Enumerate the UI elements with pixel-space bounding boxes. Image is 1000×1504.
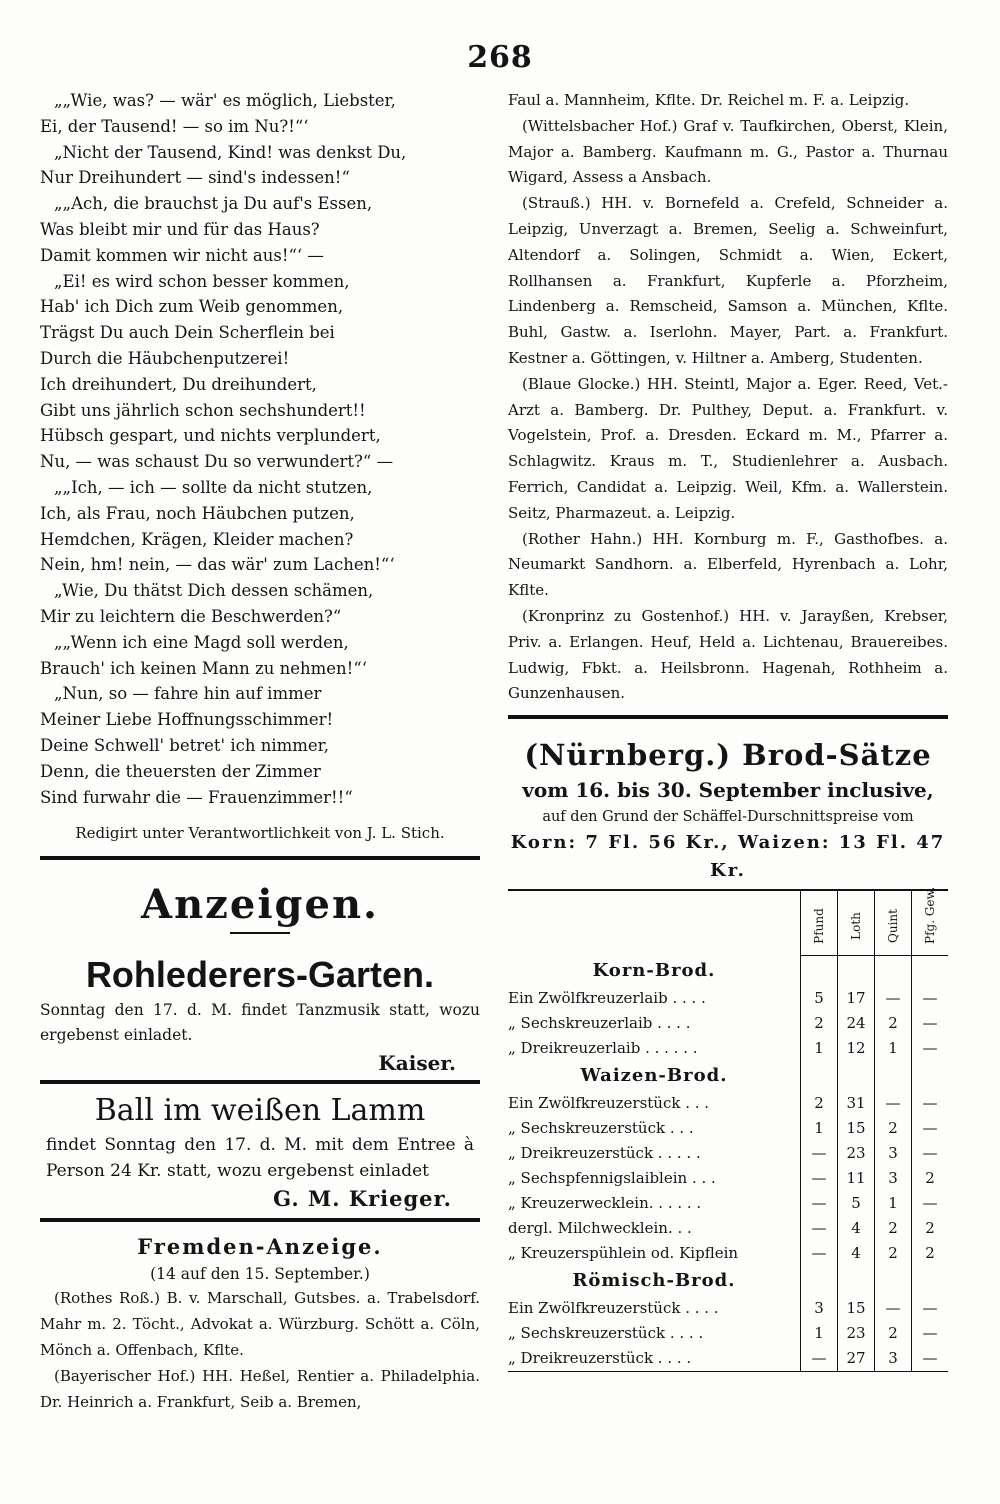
poem-line: „„Ich, — ich — sollte da nicht stutzen, (54, 477, 373, 497)
weight-cell: 24 (838, 1011, 875, 1036)
bread-item: Ein Zwölfkreuzerstück . . . (508, 1093, 710, 1112)
fremden-paragraph: (Rothes Roß.) B. v. Marschall, Gutsbes. a. Trabelsdorf. Mahr m. 2. Töcht., Advokat a. Würzburg. Schött a. Cöln, Mönch a. Offenbach, Kflte. (40, 1289, 480, 1359)
empty-cell (838, 1061, 875, 1091)
empty-cell (875, 1266, 912, 1296)
ad-signature: Kaiser. (378, 1051, 456, 1076)
empty-cell (838, 1266, 875, 1296)
poem-line: Hemdchen, Krägen, Kleider machen? (40, 529, 354, 549)
poem-line: Ich dreihundert, Du dreihundert, (40, 374, 317, 394)
ad-divider (40, 1218, 480, 1222)
poem-line: Durch die Häubchenputzerei! (40, 348, 290, 368)
bread-item: dergl. Milchwecklein. . . (508, 1218, 692, 1237)
bread-item: Ein Zwölfkreuzerstück . . . . (508, 1298, 719, 1317)
column-header: Pfg. Gew. (912, 890, 949, 956)
poem-line: „Nicht der Tausend, Kind! was denkst Du, (54, 142, 407, 162)
empty-cell (838, 956, 875, 986)
poem-line: Hübsch gespart, und nichts verplundert, (40, 426, 381, 446)
weight-cell: 2 (912, 1166, 949, 1191)
section-rule (40, 856, 480, 860)
category-row (508, 956, 948, 986)
page-number: 268 (467, 40, 533, 75)
table-row (508, 1321, 948, 1346)
fremden-title: Fremden-Anzeige. (137, 1234, 383, 1260)
guest-paragraph: (Blaue Glocke.) HH. Steintl, Major a. Eger. Reed, Vet.-Arzt a. Bamberg. Dr. Pulthey, Deput. a. Frankfurt. v. Vogelstein, Prof. a. Dresden. Eckard m. M., Pfarrer a. Schlagwitz. Kraus m. T., Studienlehrer a. Ausbach. Ferrich, Candidat a. Leipzig. Weil, Kfm. a. Wallerstein. Seitz, Pharmazeut. a. Leipzig. (508, 374, 948, 522)
bread-item: „ Kreuzerspühlein od. Kipflein (508, 1243, 739, 1262)
weight-cell: — (875, 986, 912, 1011)
weight-cell: 27 (838, 1346, 875, 1372)
weight-cell: 15 (838, 1116, 875, 1141)
weight-cell: 2 (912, 1216, 949, 1241)
bread-item: „ Kreuzerwecklein. . . . . . (508, 1193, 702, 1212)
empty-cell (912, 1266, 949, 1296)
weight-cell: 3 (875, 1346, 912, 1372)
brod-table (508, 886, 948, 1372)
weight-cell: 2 (912, 1241, 949, 1266)
table-row (508, 1091, 948, 1116)
poem-line: Was bleibt mir und für das Haus? (40, 219, 320, 239)
bread-item: Ein Zwölfkreuzerlaib . . . . (508, 988, 706, 1007)
fremden-subtitle: (14 auf den 15. September.) (150, 1265, 370, 1284)
weight-cell: 1 (875, 1036, 912, 1061)
empty-cell (801, 956, 838, 986)
weight-cell: 3 (875, 1141, 912, 1166)
editor-credit: Redigirt unter Verantwortlichkeit von J. L. Stich. (75, 824, 445, 843)
empty-cell (875, 1061, 912, 1091)
empty-cell (875, 956, 912, 986)
bread-item: „ Sechskreuzerstück . . . . (508, 1323, 704, 1342)
weight-cell: — (875, 1091, 912, 1116)
poem-line: Gibt uns jährlich schon sechshundert!! (40, 400, 366, 420)
weight-cell: — (801, 1216, 838, 1241)
table-header-blank (508, 890, 801, 956)
ad-divider (40, 1080, 480, 1084)
table-row (508, 1036, 948, 1061)
empty-cell (912, 1061, 949, 1091)
weight-cell: — (912, 1036, 949, 1061)
weight-cell: 3 (875, 1166, 912, 1191)
weight-cell: 2 (875, 1321, 912, 1346)
weight-cell: 15 (838, 1296, 875, 1321)
column-header: Quint (875, 890, 912, 956)
brod-table-body (508, 956, 948, 1372)
weight-cell: 23 (838, 1141, 875, 1166)
brod-subtitle: vom 16. bis 30. September inclusive, (522, 778, 934, 803)
right-column (508, 88, 948, 1372)
column-header: Loth (838, 890, 875, 956)
weight-cell: 2 (875, 1116, 912, 1141)
poem-line: „Wie, Du thätst Dich dessen schämen, (54, 581, 374, 601)
poem (40, 88, 480, 810)
fremden-paragraph: (Bayerischer Hof.) HH. Heßel, Rentier a. Philadelphia. Dr. Heinrich a. Frankfurt, Seib a. Bremen, (40, 1366, 480, 1411)
ad-title: Ball im weißen Lamm (94, 1093, 426, 1129)
weight-cell: 17 (838, 986, 875, 1011)
poem-line: Damit kommen wir nicht aus!“‘ — (40, 245, 324, 265)
weight-cell: 2 (875, 1011, 912, 1036)
column-header: Pfund (801, 890, 838, 956)
short-rule (230, 932, 290, 934)
weight-cell: — (801, 1191, 838, 1216)
poem-line: Mir zu leichtern die Beschwerden?“ (40, 606, 342, 626)
table-row (508, 1191, 948, 1216)
fremden-anzeige (40, 1232, 480, 1415)
weight-cell: — (912, 1191, 949, 1216)
ad-text: Sonntag den 17. d. M. findet Tanzmusik statt, wozu ergebenst einladet. (40, 1001, 480, 1045)
section-rule (508, 715, 948, 719)
poem-line: Trägst Du auch Dein Scherflein bei (40, 323, 335, 343)
ad-signature: G. M. Krieger. (273, 1186, 452, 1212)
weight-cell: — (801, 1141, 838, 1166)
weight-cell: 11 (838, 1166, 875, 1191)
guest-paragraph: (Rother Hahn.) HH. Kornburg m. F., Gasthofbes. a. Neumarkt Sandhorn. a. Elberfeld, Hyrenbach a. Lohr, Kflte. (508, 529, 948, 600)
brod-basis: auf den Grund der Schäffel-Durschnittspreise vom (542, 809, 914, 826)
guest-paragraph: (Kronprinz zu Gostenhof.) HH. v. Jarayßen, Krebser, Priv. a. Erlangen. Heuf, Held a. Lichtenau, Brauereibes. Ludwig, Fbkt. a. Heilsbronn. Hagenah, Rothheim a. Gunzenhausen. (508, 606, 948, 703)
bread-item: „ Sechskreuzerstück . . . (508, 1118, 694, 1137)
poem-line: „„Wie, was? — wär' es möglich, Liebster, (54, 91, 396, 110)
weight-cell: — (912, 1346, 949, 1372)
ad-ball-im-weissen-lamm (40, 1090, 480, 1214)
category-name: Waizen-Brod. (580, 1065, 728, 1087)
guest-paragraph: (Wittelsbacher Hof.) Graf v. Taufkirchen, Oberst, Klein, Major a. Bamberg. Kaufmann m. G., Pastor a. Thurnau Wigard, Assess a Ansbach. (508, 116, 948, 187)
table-row (508, 1116, 948, 1141)
weight-cell: 1 (875, 1191, 912, 1216)
weight-cell: — (875, 1296, 912, 1321)
poem-line: Nein, hm! nein, — das wär' zum Lachen!“‘ (40, 555, 395, 575)
weight-cell: — (912, 986, 949, 1011)
weight-cell: 2 (801, 1091, 838, 1116)
weight-cell: — (912, 1116, 949, 1141)
weight-cell: — (801, 1346, 838, 1372)
left-column (40, 88, 480, 1415)
table-row (508, 1241, 948, 1266)
weight-cell: 23 (838, 1321, 875, 1346)
ad-text: findet Sonntag den 17. d. M. mit dem Entree à Person 24 Kr. statt, wozu ergebenst einladet (46, 1135, 474, 1182)
poem-line: Ei, der Tausend! — so im Nu?!“‘ (40, 116, 309, 136)
bread-item: „ Dreikreuzerstück . . . . . (508, 1143, 701, 1162)
bread-item: „ Sechspfennigslaiblein . . . (508, 1168, 716, 1187)
weight-cell: 4 (838, 1216, 875, 1241)
weight-cell: 2 (801, 1011, 838, 1036)
weight-cell: — (912, 1321, 949, 1346)
table-row (508, 986, 948, 1011)
ad-rohlederers-garten (40, 952, 480, 1078)
weight-cell: 1 (801, 1116, 838, 1141)
guest-paragraph: (Strauß.) HH. v. Bornefeld a. Crefeld, Schneider a. Leipzig, Unverzagt a. Bremen, Seelig a. Schweinfurt, Altendorf a. Solingen, Schmidt a. Wien, Eckert, Rollhansen a. Frankfurt, Kupferle a. Pforzheim, Lindenberg a. Remscheid, Samson a. München, Kflte. Buhl, Gastw. a. Iserlohn. Mayer, Part. a. Frankfurt. Kestner a. Göttingen, v. Hiltner a. Amberg, Studenten. (508, 194, 948, 367)
table-row (508, 1296, 948, 1321)
poem-line: „Ei! es wird schon besser kommen, (54, 271, 350, 291)
weight-cell: 4 (838, 1241, 875, 1266)
weight-cell: — (912, 1141, 949, 1166)
anzeigen-heading: Anzeigen. (141, 881, 379, 929)
weight-cell: 12 (838, 1036, 875, 1061)
poem-line: Hab' ich Dich zum Weib genommen, (40, 297, 344, 317)
poem-line: Nu, — was schaust Du so verwundert?“ — (40, 452, 394, 472)
weight-cell: — (912, 1011, 949, 1036)
poem-line: Brauch' ich keinen Mann zu nehmen!“‘ (40, 658, 367, 678)
weight-cell: — (801, 1166, 838, 1191)
weight-cell: 31 (838, 1091, 875, 1116)
weight-cell: 2 (875, 1241, 912, 1266)
brod-title: (Nürnberg.) Brod-Sätze (524, 738, 932, 773)
poem-line: Deine Schwell' betret' ich nimmer, (40, 735, 329, 755)
table-row (508, 1011, 948, 1036)
poem-line: Ich, als Frau, noch Häubchen putzen, (40, 503, 355, 523)
weight-cell: 1 (801, 1321, 838, 1346)
weight-cell: — (801, 1241, 838, 1266)
empty-cell (801, 1266, 838, 1296)
weight-cell: 1 (801, 1036, 838, 1061)
category-name: Korn-Brod. (592, 960, 716, 982)
weight-cell: — (912, 1296, 949, 1321)
poem-line: „„Wenn ich eine Magd soll werden, (54, 632, 349, 652)
guest-paragraph: Faul a. Mannheim, Kflte. Dr. Reichel m. F. a. Leipzig. (508, 91, 910, 109)
weight-cell: 2 (875, 1216, 912, 1241)
poem-line: „Nun, so — fahre hin auf immer (54, 684, 322, 704)
poem-line: Denn, die theuersten der Zimmer (40, 761, 321, 781)
category-row (508, 1266, 948, 1296)
weight-cell: 3 (801, 1296, 838, 1321)
empty-cell (801, 1061, 838, 1091)
bread-item: „ Sechskreuzerlaib . . . . (508, 1013, 691, 1032)
table-row (508, 1166, 948, 1191)
weight-cell: 5 (801, 986, 838, 1011)
weight-cell: — (912, 1091, 949, 1116)
empty-cell (912, 956, 949, 986)
weight-cell: 5 (838, 1191, 875, 1216)
poem-line: Meiner Liebe Hoffnungsschimmer! (40, 710, 334, 730)
bread-item: „ Dreikreuzerlaib . . . . . . (508, 1038, 698, 1057)
poem-line: Nur Dreihundert — sind's indessen!“ (40, 168, 350, 188)
table-row (508, 1216, 948, 1241)
bread-item: „ Dreikreuzerstück . . . . (508, 1346, 801, 1372)
poem-line: Sind furwahr die — Frauenzimmer!!“ (40, 787, 353, 807)
category-name: Römisch-Brod. (572, 1270, 736, 1292)
poem-line: „„Ach, die brauchst ja Du auf's Essen, (54, 194, 373, 214)
table-row (508, 1141, 948, 1166)
table-row (508, 1346, 948, 1372)
category-row (508, 1061, 948, 1091)
brod-prices: Korn: 7 Fl. 56 Kr., Waizen: 13 Fl. 47 Kr. (510, 832, 946, 882)
ad-title: Rohlederers-Garten. (85, 954, 435, 996)
